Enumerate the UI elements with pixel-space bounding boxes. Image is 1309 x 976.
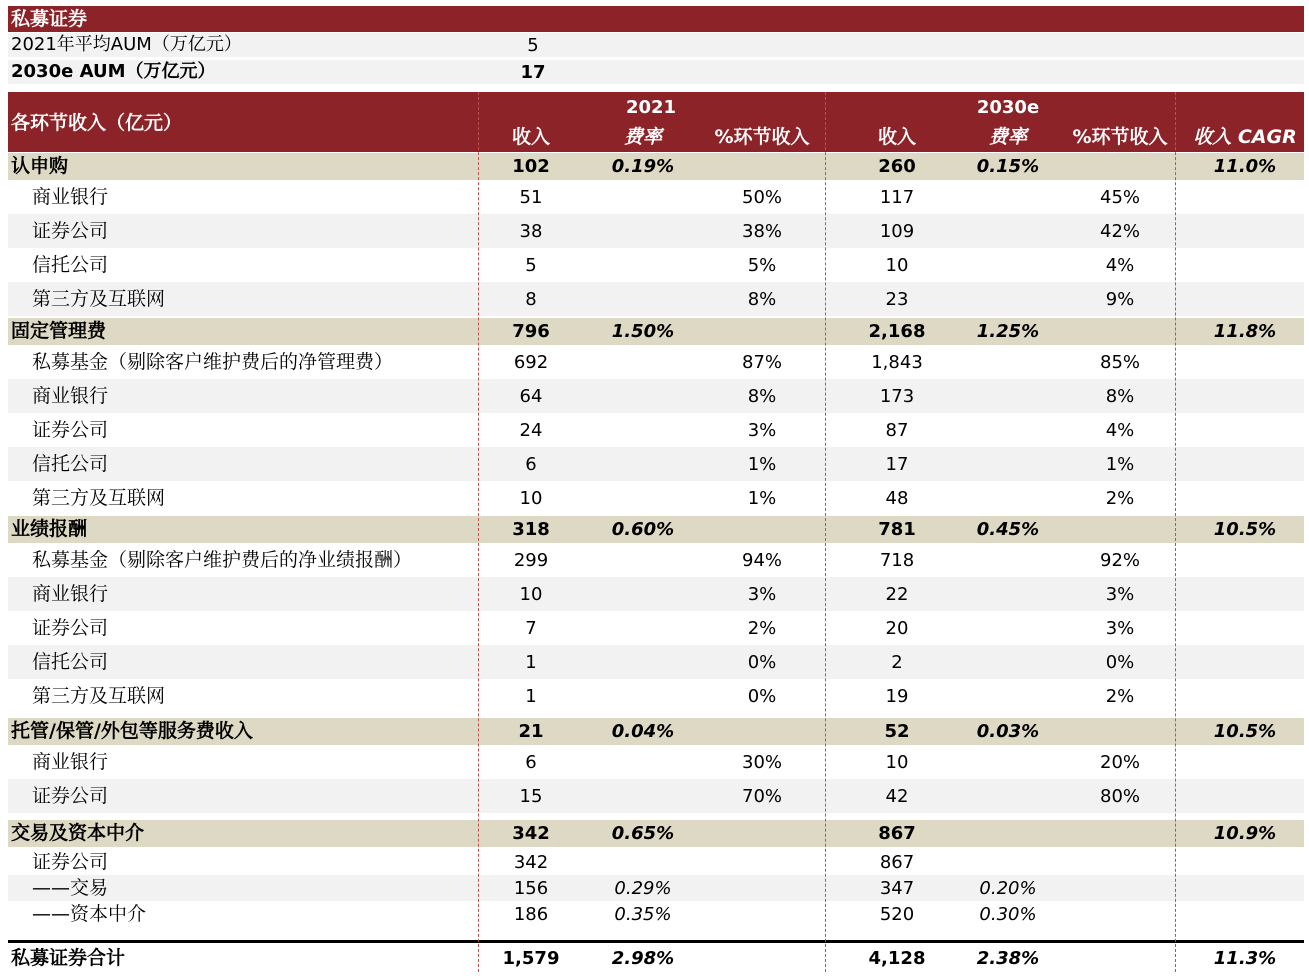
row-label: 商业银行 — [32, 583, 109, 605]
cell-cagr: 11.8% — [1213, 321, 1277, 342]
table-row — [8, 901, 1304, 927]
cell-p21: 0% — [747, 686, 777, 707]
header-fee-2021: 费率 — [623, 126, 663, 148]
row-label: 证券公司 — [32, 785, 109, 807]
cell-f21: 0.04% — [611, 721, 675, 742]
row-label: 交易及资本中介 — [11, 822, 145, 844]
cell-r30: 260 — [878, 156, 916, 177]
cell-r30: 347 — [879, 878, 915, 899]
table-row — [8, 543, 1304, 577]
cell-f21: 1.50% — [611, 321, 675, 342]
cell-p21: 2% — [747, 618, 777, 639]
cell-p30: 2% — [1105, 686, 1135, 707]
cell-r30: 52 — [884, 721, 910, 742]
cell-r21: 692 — [513, 352, 549, 373]
row-label: 信托公司 — [32, 453, 109, 475]
aum-label: 2030e AUM（万亿元） — [11, 61, 216, 82]
cell-f30: 0.03% — [976, 721, 1040, 742]
cell-p30: 0% — [1105, 652, 1135, 673]
aum-value: 17 — [520, 62, 546, 83]
cell-r30: 718 — [879, 550, 915, 571]
cell-r21: 6 — [525, 752, 537, 773]
cell-r30: 22 — [885, 584, 909, 605]
cell-f30: 1.25% — [976, 321, 1040, 342]
table-row — [8, 180, 1304, 214]
cell-r30: 520 — [879, 904, 915, 925]
cell-r30: 1,843 — [871, 352, 923, 373]
cell-r21: 102 — [512, 156, 550, 177]
row-label: 私募基金（剔除客户维护费后的净业绩报酬） — [32, 549, 413, 571]
header-fee-2030: 费率 — [988, 126, 1028, 148]
header-row-label: 各环节收入（亿元） — [11, 112, 183, 134]
cell-r30: 867 — [878, 823, 916, 844]
table-row — [8, 875, 1304, 901]
cell-p21: 3% — [747, 420, 777, 441]
cell-r21: 1 — [525, 652, 537, 673]
cell-cagr: 10.9% — [1213, 823, 1277, 844]
cell-p30: 4% — [1105, 420, 1135, 441]
cell-f30: 0.45% — [976, 519, 1040, 540]
cell-r21: 6 — [525, 454, 537, 475]
row-label: 信托公司 — [32, 651, 109, 673]
cell-r30: 173 — [879, 386, 915, 407]
cell-p21: 8% — [747, 386, 777, 407]
cell-p30: 1% — [1105, 454, 1135, 475]
row-label: 认申购 — [11, 155, 69, 177]
cell-r30: 2,168 — [868, 321, 926, 342]
total-fee-2030: 2.38% — [976, 948, 1040, 969]
cell-cagr: 11.0% — [1213, 156, 1277, 177]
cell-p30: 42% — [1099, 221, 1141, 242]
cell-f21: 0.60% — [611, 519, 675, 540]
aum-label: 2021年平均AUM（万亿元） — [11, 34, 242, 55]
cell-f21: 0.35% — [614, 904, 672, 925]
row-label: 固定管理费 — [11, 320, 107, 342]
total-divider — [8, 940, 1304, 943]
cell-r21: 24 — [519, 420, 543, 441]
table-row — [8, 248, 1304, 282]
row-label: ——资本中介 — [32, 903, 147, 925]
cell-r30: 48 — [885, 488, 909, 509]
cell-r21: 51 — [519, 187, 543, 208]
column-divider — [478, 92, 479, 972]
cell-r30: 20 — [885, 618, 909, 639]
title-bar — [8, 6, 1304, 32]
cell-f30: 0.30% — [979, 904, 1037, 925]
table-title: 私募证券 — [11, 8, 88, 30]
cell-r21: 38 — [519, 221, 543, 242]
cell-p30: 4% — [1105, 255, 1135, 276]
cell-cagr: 10.5% — [1213, 519, 1277, 540]
table-row — [8, 679, 1304, 713]
cell-p21: 70% — [741, 786, 783, 807]
cell-p30: 85% — [1099, 352, 1141, 373]
cell-r21: 10 — [519, 488, 543, 509]
cell-r21: 318 — [512, 519, 550, 540]
table-row — [8, 413, 1304, 447]
row-label: 第三方及互联网 — [32, 685, 166, 707]
cell-p21: 94% — [741, 550, 783, 571]
cell-r30: 10 — [885, 752, 909, 773]
cell-p21: 38% — [741, 221, 783, 242]
cell-p21: 3% — [747, 584, 777, 605]
header-pct-2021: %环节收入 — [714, 126, 810, 148]
cell-r30: 19 — [885, 686, 909, 707]
cell-r21: 64 — [519, 386, 543, 407]
cell-p30: 45% — [1099, 187, 1141, 208]
cell-r30: 2 — [891, 652, 903, 673]
row-label: 商业银行 — [32, 385, 109, 407]
table-row — [8, 214, 1304, 248]
column-divider — [825, 92, 826, 972]
column-header — [8, 92, 1304, 152]
cell-p21: 1% — [747, 488, 777, 509]
cell-r30: 87 — [885, 420, 909, 441]
header-pct-2030: %环节收入 — [1072, 126, 1168, 148]
cell-p21: 87% — [741, 352, 783, 373]
row-label: 私募基金（剔除客户维护费后的净管理费） — [32, 351, 394, 373]
row-label: 第三方及互联网 — [32, 487, 166, 509]
row-label: 托管/保管/外包等服务费收入 — [11, 720, 253, 742]
cell-p30: 3% — [1105, 584, 1135, 605]
cell-r30: 781 — [878, 519, 916, 540]
cell-r21: 299 — [513, 550, 549, 571]
row-label: 商业银行 — [32, 751, 109, 773]
cell-r21: 5 — [525, 255, 537, 276]
cell-r21: 342 — [513, 852, 549, 873]
cell-r21: 21 — [518, 721, 544, 742]
cell-f30: 0.20% — [979, 878, 1037, 899]
header-year-2030: 2030e — [976, 97, 1040, 118]
section-row — [8, 516, 1304, 543]
table-row — [8, 379, 1304, 413]
cell-r30: 10 — [885, 255, 909, 276]
total-revenue-2030: 4,128 — [868, 948, 926, 969]
total-cagr: 11.3% — [1213, 948, 1277, 969]
cell-r21: 8 — [525, 289, 537, 310]
aum-row-2021 — [8, 33, 1304, 57]
header-revenue-2030: 收入 — [877, 126, 917, 148]
table-row — [8, 345, 1304, 379]
cell-f21: 0.29% — [614, 878, 672, 899]
table-row — [8, 577, 1304, 611]
cell-p30: 92% — [1099, 550, 1141, 571]
row-label: 证券公司 — [32, 851, 109, 873]
header-revenue-2021: 收入 — [511, 126, 551, 148]
cell-p30: 80% — [1099, 786, 1141, 807]
cell-p30: 8% — [1105, 386, 1135, 407]
section-row — [8, 318, 1304, 345]
cell-f30: 0.15% — [976, 156, 1040, 177]
cell-p21: 1% — [747, 454, 777, 475]
cell-p21: 5% — [747, 255, 777, 276]
table-row — [8, 849, 1304, 875]
cell-r21: 1 — [525, 686, 537, 707]
table-row — [8, 447, 1304, 481]
cell-r21: 7 — [525, 618, 537, 639]
cell-r21: 342 — [512, 823, 550, 844]
table-row — [8, 611, 1304, 645]
cell-p30: 9% — [1105, 289, 1135, 310]
cell-p21: 50% — [741, 187, 783, 208]
column-divider — [1175, 92, 1176, 972]
cell-p21: 8% — [747, 289, 777, 310]
cell-cagr: 10.5% — [1213, 721, 1277, 742]
cell-p30: 20% — [1099, 752, 1141, 773]
aum-value: 5 — [527, 35, 539, 56]
row-label: ——交易 — [32, 877, 109, 899]
row-label: 商业银行 — [32, 186, 109, 208]
row-label: 证券公司 — [32, 419, 109, 441]
total-row — [8, 944, 1304, 974]
header-cagr: 收入 CAGR — [1193, 126, 1297, 148]
row-label: 证券公司 — [32, 220, 109, 242]
table-row — [8, 481, 1304, 515]
cell-f21: 0.65% — [611, 823, 675, 844]
row-label: 信托公司 — [32, 254, 109, 276]
row-label: 业绩报酬 — [11, 518, 88, 540]
table-row — [8, 282, 1304, 316]
row-label: 证券公司 — [32, 617, 109, 639]
total-fee-2021: 2.98% — [611, 948, 675, 969]
cell-p21: 0% — [747, 652, 777, 673]
cell-r30: 117 — [879, 187, 915, 208]
header-year-2021: 2021 — [625, 97, 677, 118]
table-row — [8, 745, 1304, 779]
total-revenue-2021: 1,579 — [502, 948, 560, 969]
cell-p30: 2% — [1105, 488, 1135, 509]
cell-r21: 10 — [519, 584, 543, 605]
cell-f21: 0.19% — [611, 156, 675, 177]
cell-r21: 156 — [513, 878, 549, 899]
cell-r30: 23 — [885, 289, 909, 310]
aum-row-2030 — [8, 60, 1304, 84]
cell-r21: 15 — [519, 786, 543, 807]
cell-r30: 109 — [879, 221, 915, 242]
section-row — [8, 820, 1304, 847]
cell-r30: 867 — [879, 852, 915, 873]
section-row — [8, 718, 1304, 745]
cell-r30: 17 — [885, 454, 909, 475]
cell-p21: 30% — [741, 752, 783, 773]
table-row — [8, 779, 1304, 813]
section-row — [8, 153, 1304, 180]
cell-r30: 42 — [885, 786, 909, 807]
table-row — [8, 645, 1304, 679]
cell-p30: 3% — [1105, 618, 1135, 639]
cell-r21: 796 — [512, 321, 550, 342]
row-label: 第三方及互联网 — [32, 288, 166, 310]
total-label: 私募证券合计 — [11, 947, 126, 969]
cell-r21: 186 — [513, 904, 549, 925]
